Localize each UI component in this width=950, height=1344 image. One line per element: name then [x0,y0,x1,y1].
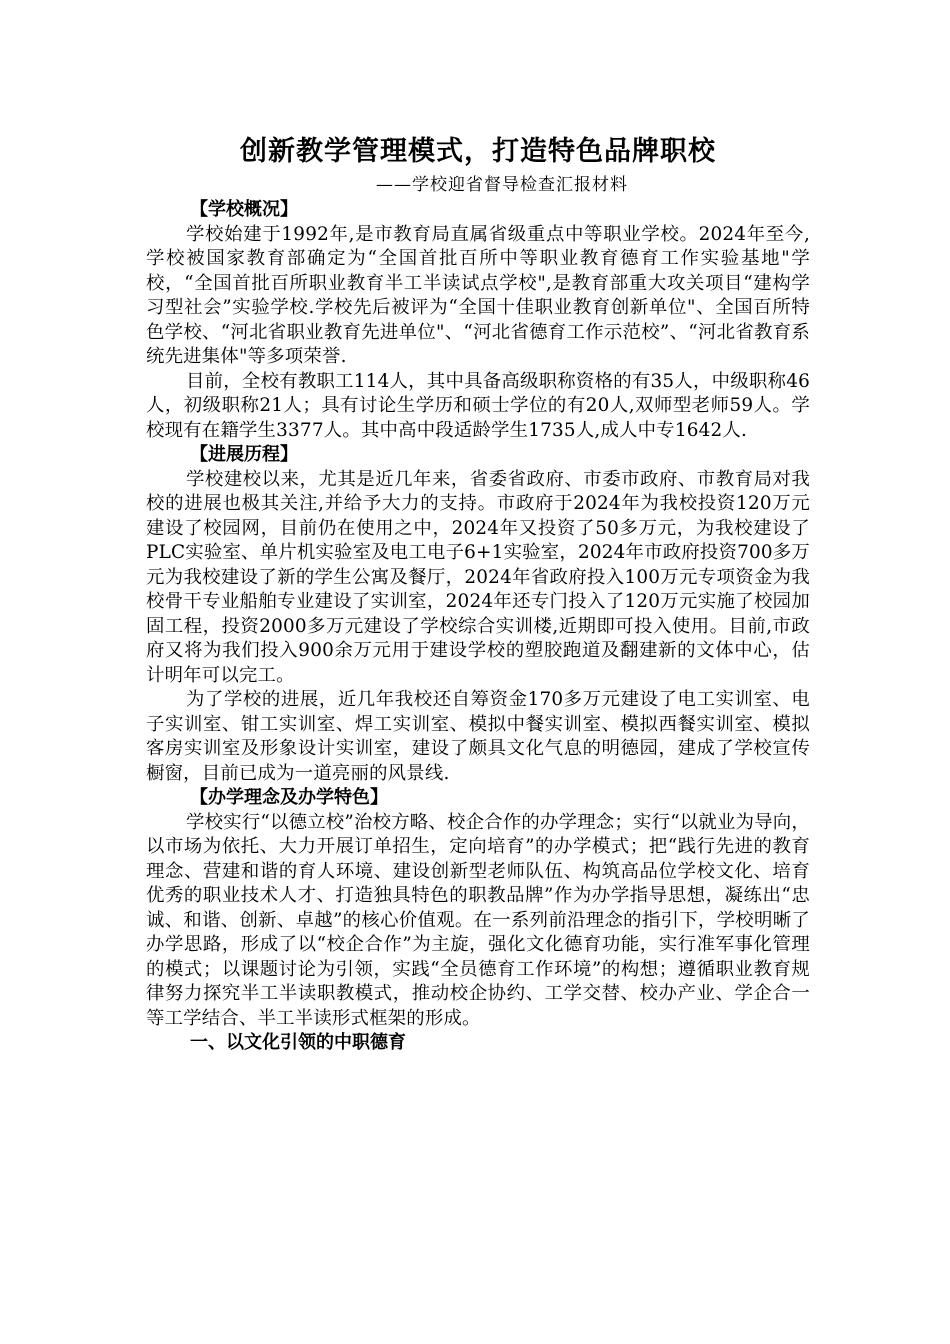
document-subtitle: ——学校迎省督导检查汇报材料 [376,175,628,195]
paragraph-overview-history: 学校始建于1992年,是市教育局直属省级重点中等职业学校。2024年至今,学校被国家教育部确定为“全国首批百所中等职业教育德育工作实验基地"学校，“全国首批百所职业教育半工半读试点学校",是教育部重大攻关项目“建构学习型社会”实验学校.学校先后被评为“全国十佳职业教育创新单位"、全国百所特色学校、“河北省职业教育先进单位"、“河北省德育工作示范校”、“河北省教育系统先进集体"等多项荣誉. [146,223,810,367]
document-body [146,134,810,1056]
section-heading-moral-education: 一、以文化引领的中职德育 [190,1032,406,1053]
section-heading-development: 【进展历程】 [190,444,298,465]
section-heading-overview: 【学校概况】 [190,199,298,220]
paragraph-development-investment: 学校建校以来，尤其是近几年来，省委省政府、市委市政府、市教育局对我校的进展也极其关注,并给予大力的支持。市政府于2024年为我校投资120万元建设了校园网，目前仍在使用之中，2024年又投资了50多万元，为我校建设了PLC实验室、单片机实验室及电工电子6+1实验室，2024年市政府投资700多万元为我校建设了新的学生公寓及餐厅，2024年省政府投入100万元专项资金为我校骨干专业船舶专业建设了实训室，2024年还专门投入了120万元实施了校园加固工程，投资2000多万元建设了学校综合实训楼,近期即可投入使用。目前,市政府又将为我们投入900余万元用于建设学校的塑胶跑道及翻建新的文体中心，估计明年可以完工。 [146,468,810,686]
paragraph-philosophy: 学校实行“以德立校”治校方略、校企合作的办学理念；实行“以就业为导向，以市场为依托、大力开展订单招生，定向培育”的办学模式；把“践行先进的教育理念、营建和谐的育人环境、建设创新型老师队伍、构筑高品位学校文化、培育优秀的职业技术人才、打造独具特色的职教品牌”作为办学指导思想，凝练出“忠诚、和谐、创新、卓越”的核心价值观。在一系列前沿理念的指引下，学校明晰了办学思路，形成了以“校企合作”为主旋，强化文化德育功能，实行准军事化管理的模式；以课题讨论为引领，实践“全员德育工作环境”的构想；遵循职业教育规律努力探究半工半读职教模式，推动校企协约、工学交替、校办产业、学企合一等工学结合、半工半读形式框架的形成。 [146,811,810,1029]
section-heading-philosophy: 【办学理念及办学特色】 [190,787,388,808]
document-title: 创新教学管理模式，打造特色品牌职校 [240,136,716,167]
paragraph-development-selffunded: 为了学校的进展，近几年我校还自筹资金170多万元建设了电工实训室、电子实训室、钳工实训室、焊工实训室、模拟中餐实训室、模拟西餐实训室、模拟客房实训室及形象设计实训室，建设了颇具文化气息的明德园，建成了学校宣传橱窗，目前已成为一道亮丽的风景线. [146,689,810,784]
paragraph-overview-staff: 目前，全校有教职工114人，其中具备高级职称资格的有35人，中级职称46人，初级职称21人；具有讨论生学历和硕士学位的有20人,双师型老师59人。学校现有在籍学生3377人。其中高中段适龄学生1735人,成人中专1642人. [146,370,810,441]
